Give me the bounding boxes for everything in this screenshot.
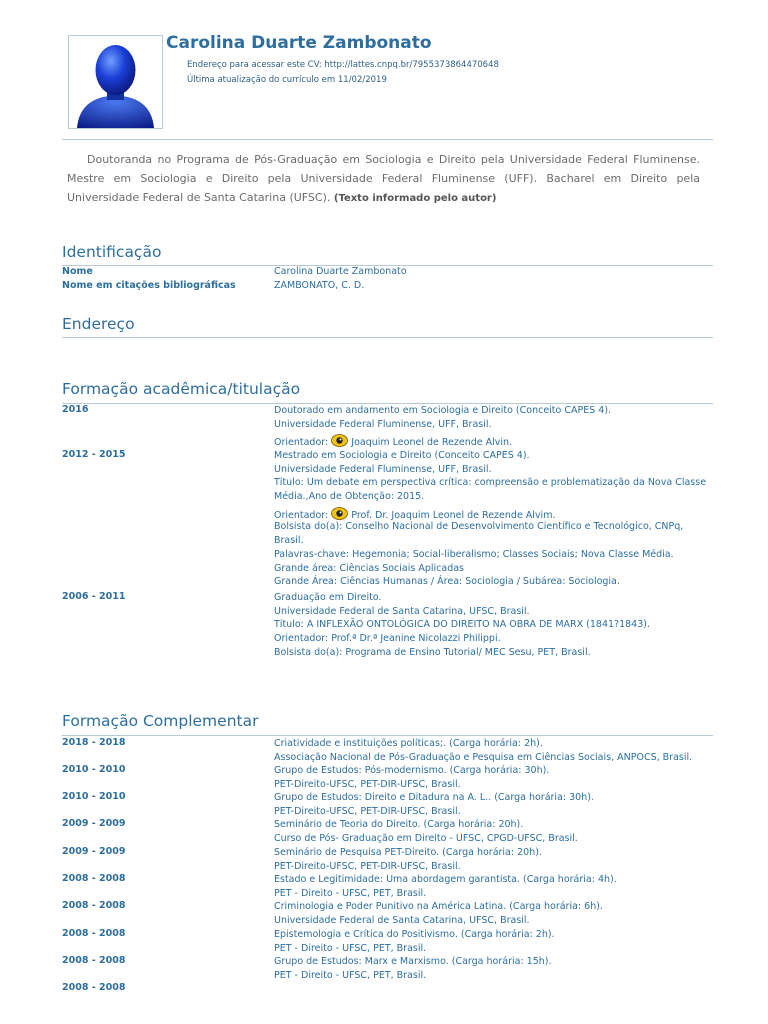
complementar-year: 2008 - 2008	[62, 955, 126, 966]
complementar-entry	[274, 900, 603, 927]
label-citacoes: Nome em citações bibliográficas	[62, 280, 236, 291]
entry-line: PET - Direito - UFSC, PET, Brasil.	[274, 887, 427, 899]
formacao-entry	[274, 404, 611, 448]
summary-text: Doutoranda no Programa de Pós-Graduação em Sociologia e Direito pela Universidade Federal Fluminense. Mestre em Sociologia e Direito pela Universidade Federal Fluminense (UFF). Bacharel em Direito pela Universidade Federal de Santa Catarina (UFSC).	[67, 153, 700, 204]
complementar-year: 2008 - 2008	[62, 982, 126, 993]
entry-line: Grupo de Estudos: Pós-modernismo. (Carga horária: 30h).	[274, 765, 550, 776]
complementar-entry	[274, 791, 594, 818]
entry-line: Média.,Ano de Obtenção: 2015.	[274, 491, 425, 503]
value-citacoes: ZAMBONATO, C. D.	[274, 280, 365, 291]
section-title-formacao: Formação acadêmica/titulação	[62, 380, 301, 398]
lattes-eye-icon[interactable]	[331, 507, 348, 520]
section-title-complementar: Formação Complementar	[62, 712, 259, 730]
entry-line: PET - Direito - UFSC, PET, Brasil.	[274, 969, 427, 981]
entry-line: Bolsista do(a): Conselho Nacional de Desenvolvimento Científico e Tecnológico, CNPq,	[274, 521, 684, 533]
entry-line: Doutorado em andamento em Sociologia e Direito (Conceito CAPES 4).	[274, 405, 612, 416]
entry-line: Associação Nacional de Pós-Graduação e Pesquisa em Ciências Sociais, ANPOCS, Brasil.	[274, 751, 693, 763]
avatar-icon	[69, 36, 162, 128]
complementar-entry	[274, 928, 555, 955]
formacao-entry	[274, 449, 706, 589]
entry-line: Mestrado em Sociologia e Direito (Conceito CAPES 4).	[274, 450, 530, 461]
entry-line: Grupo de Estudos: Direito e Ditadura na A. L.. (Carga horária: 30h).	[274, 792, 594, 803]
advisor-label: Orientador:	[274, 437, 332, 449]
advisor-line	[274, 507, 706, 521]
complementar-entry	[274, 846, 542, 873]
last-update: Última atualização do currículo em 11/02/2019	[187, 75, 387, 85]
entry-line: Seminário de Pesquisa PET-Direito. (Carga horária: 20h).	[274, 847, 542, 858]
complementar-year: 2009 - 2009	[62, 846, 126, 857]
entry-line: Universidade Federal de Santa Catarina, UFSC, Brasil.	[274, 914, 530, 926]
complementar-year: 2010 - 2010	[62, 764, 126, 775]
cv-address[interactable]: Endereço para acessar este CV: http://lattes.cnpq.br/7955373864470648	[187, 60, 499, 70]
entry-line: Criatividade e instituições políticas;. (Carga horária: 2h).	[274, 738, 543, 749]
label-nome: Nome	[62, 266, 93, 277]
complementar-entry	[274, 764, 549, 791]
formacao-year: 2006 - 2011	[62, 591, 126, 602]
summary	[67, 150, 700, 208]
complementar-entry	[274, 873, 617, 900]
entry-line: Grande área: Ciências Sociais Aplicadas	[274, 562, 464, 574]
entry-line: Epistemologia e Crítica do Positivismo. (Carga horária: 2h).	[274, 929, 555, 940]
entry-line: Título: A INFLEXÃO ONTOLÓGICA DO DIREITO NA OBRA DE MARX (1841?1843).	[274, 619, 650, 631]
complementar-year: 2008 - 2008	[62, 928, 126, 939]
entry-line: Universidade Federal de Santa Catarina, UFSC, Brasil.	[274, 605, 530, 617]
entry-line: Grupo de Estudos: Marx e Marxismo. (Carga horária: 15h).	[274, 956, 552, 967]
entry-line: Graduação em Direito.	[274, 592, 382, 603]
section-title-endereco: Endereço	[62, 315, 135, 333]
entry-line: Seminário de Teoria do Direito. (Carga horária: 20h).	[274, 819, 524, 830]
entry-line: Palavras-chave: Hegemonia; Social-liberalismo; Classes Sociais; Nova Classe Média.	[274, 548, 674, 560]
divider	[62, 337, 713, 338]
entry-line: Curso de Pós- Graduação em Direito - UFSC, CPGD-UFSC, Brasil.	[274, 832, 578, 844]
divider	[62, 735, 713, 736]
entry-line: Criminologia e Poder Punitivo na América Latina. (Carga horária: 6h).	[274, 901, 603, 912]
entry-line: Grande Área: Ciências Humanas / Área: Sociologia / Subárea: Sociologia.	[274, 576, 620, 588]
advisor-name[interactable]: Joaquim Leonel de Rezende Alvin.	[351, 437, 513, 449]
formacao-year: 2016	[62, 404, 89, 415]
complementar-entry	[274, 737, 692, 764]
entry-line: PET-Direito-UFSC, PET-DIR-UFSC, Brasil.	[274, 860, 461, 872]
summary-note: (Texto informado pelo autor)	[333, 193, 497, 204]
advisor-name[interactable]: Prof. Dr. Joaquim Leonel de Rezende Alvim.	[351, 509, 556, 521]
profile-photo	[68, 35, 163, 129]
complementar-year: 2008 - 2008	[62, 873, 126, 884]
entry-line: Universidade Federal Fluminense, UFF, Brasil.	[274, 418, 492, 430]
entry-line: PET - Direito - UFSC, PET, Brasil.	[274, 942, 427, 954]
lattes-eye-icon[interactable]	[331, 434, 348, 447]
complementar-entry	[274, 955, 552, 982]
person-name: Carolina Duarte Zambonato	[166, 33, 432, 53]
entry-line: Brasil.	[274, 535, 304, 547]
entry-line: PET-Direito-UFSC, PET-DIR-UFSC, Brasil.	[274, 805, 461, 817]
complementar-entry	[274, 818, 578, 845]
formacao-entry	[274, 591, 650, 659]
complementar-year: 2009 - 2009	[62, 818, 126, 829]
value-nome: Carolina Duarte Zambonato	[274, 266, 407, 277]
entry-line: Bolsista do(a): Programa de Ensino Tutorial/ MEC Sesu, PET, Brasil.	[274, 646, 591, 658]
complementar-year: 2018 - 2018	[62, 737, 126, 748]
entry-line: Estado e Legitimidade: Uma abordagem garantista. (Carga horária: 4h).	[274, 874, 617, 885]
divider	[62, 139, 713, 140]
entry-line: Universidade Federal Fluminense, UFF, Brasil.	[274, 463, 492, 475]
entry-line: Título: Um debate em perspectiva crítica: compreensão e problematização da Nova Classe	[274, 477, 707, 489]
section-title-identificacao: Identificação	[62, 243, 162, 261]
advisor-line	[274, 434, 611, 448]
entry-line: Orientador: Prof.ª Dr.ª Jeanine Nicolazzi Philippi.	[274, 633, 501, 645]
complementar-year: 2008 - 2008	[62, 900, 126, 911]
complementar-year: 2010 - 2010	[62, 791, 126, 802]
entry-line: PET-Direito-UFSC, PET-DIR-UFSC, Brasil.	[274, 778, 461, 790]
formacao-year: 2012 - 2015	[62, 449, 126, 460]
advisor-label: Orientador:	[274, 509, 332, 521]
